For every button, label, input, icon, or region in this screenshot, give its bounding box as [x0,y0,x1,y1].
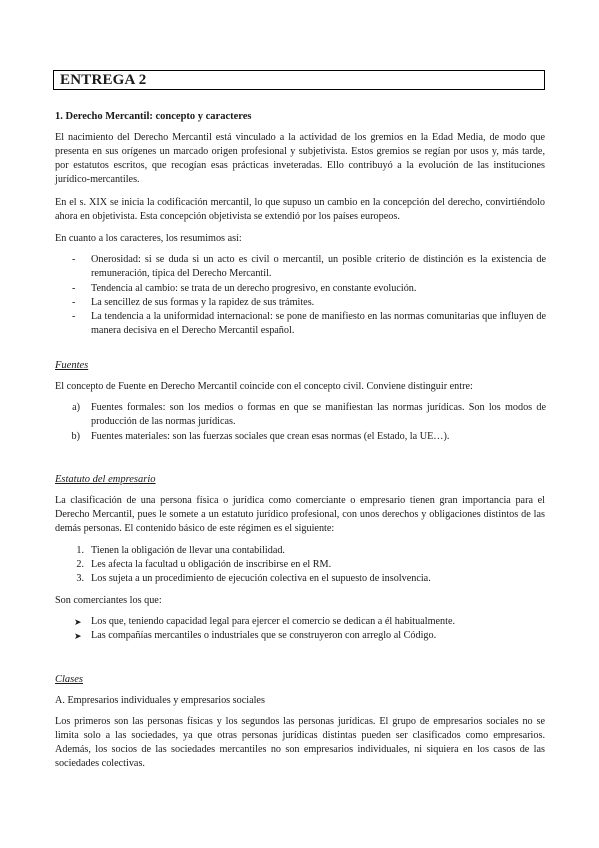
list-item: Fuentes formales: son los medios o formas en que se manifiestan las normas jurídicas. Son los modos de producción de las normas jurídicas. [91,402,546,427]
bullet-dash: - [72,311,76,322]
paragraph: Los primeros son las personas físicas y los segundos las personas jurídicas. El grupo de empresarios sociales no se limita solo a las sociedades, ya que otras personas jurídicas distintas pueden ser clasificados como empresarios. Además, los socios de las sociedades mercantiles no son empresarios individuales, ni siquiera en los casos de las sociedades colectivas. [55,716,545,769]
paragraph: El concepto de Fuente en Derecho Mercantil coincide con el concepto civil. Conviene distinguir entre: [55,381,473,392]
list-marker: a) [72,402,80,413]
bullet-dash: - [72,254,76,265]
list-item: La sencillez de sus formas y la rapidez de sus trámites. [91,297,315,308]
paragraph: Son comerciantes los que: [55,595,162,606]
arrow-bullet-icon: ➤ [74,631,82,641]
section-heading: 1. Derecho Mercantil: concepto y caracteres [55,111,252,122]
subsection-heading: Estatuto del empresario [55,474,156,485]
list-item: Les afecta la facultad u obligación de inscribirse en el RM. [91,559,332,570]
list-marker: 2. [76,559,84,570]
list-item: Los que, teniendo capacidad legal para ejercer el comercio se dedican a él habitualmente. [91,616,456,627]
arrow-bullet-icon: ➤ [74,617,82,627]
list-item: Fuentes materiales: son las fuerzas sociales que crean esas normas (el Estado, la UE…). [91,431,450,442]
list-item: La tendencia a la uniformidad internacional: se pone de manifiesto en las normas comunitarias que influyen de manera decisiva en el Derecho Mercantil español. [91,311,546,336]
title-box [53,70,545,90]
list-marker: 1. [76,545,84,556]
document-title: ENTREGA 2 [60,72,147,88]
paragraph: En cuanto a los caracteres, los resumimos así: [55,233,242,244]
subsection-heading: Clases [55,674,84,685]
bullet-dash: - [72,297,76,308]
list-item: Las compañías mercantiles o industriales que se construyeron con arreglo al Código. [91,630,437,641]
paragraph: La clasificación de una persona física o jurídica como comerciante o empresario tienen gran importancia para el Derecho Mercantil, pues le somete a un estatuto jurídico profesional, con unos derechos y obligaciones distintos de las demás personas. El contenido básico de este régimen es el siguiente: [55,495,545,534]
paragraph: El nacimiento del Derecho Mercantil está vinculado a la actividad de los gremios en la Edad Media, de modo que presenta en sus orígenes un marcado origen profesional y subjetivista. Estos gremios se regían por usos y, más tarde, por estatutos escritos, que recogían esas prácticas inveteradas. Ello contribuyó a la evolución de las instituciones jurídico-mercantiles. [55,132,545,185]
subsection-heading: Fuentes [55,360,89,371]
paragraph: A. Empresarios individuales y empresarios sociales [55,695,265,706]
bullet-dash: - [72,283,76,294]
list-item: Los sujeta a un procedimiento de ejecución colectiva en el supuesto de insolvencia. [91,573,431,584]
list-item: Tendencia al cambio: se trata de un derecho progresivo, en constante evolución. [91,283,417,294]
list-item: Tienen la obligación de llevar una contabilidad. [91,545,285,556]
list-marker: 3. [76,573,84,584]
list-item: Onerosidad: si se duda si un acto es civil o mercantil, un posible criterio de distinción es la existencia de remuneración, típica del Derecho Mercantil. [91,254,546,279]
list-marker: b) [71,431,80,442]
paragraph: En el s. XIX se inicia la codificación mercantil, lo que supuso un cambio en la concepción del derecho, convirtiéndolo ahora en objetivista. Esta concepción objetivista se extendió por los países europeos. [55,197,545,222]
